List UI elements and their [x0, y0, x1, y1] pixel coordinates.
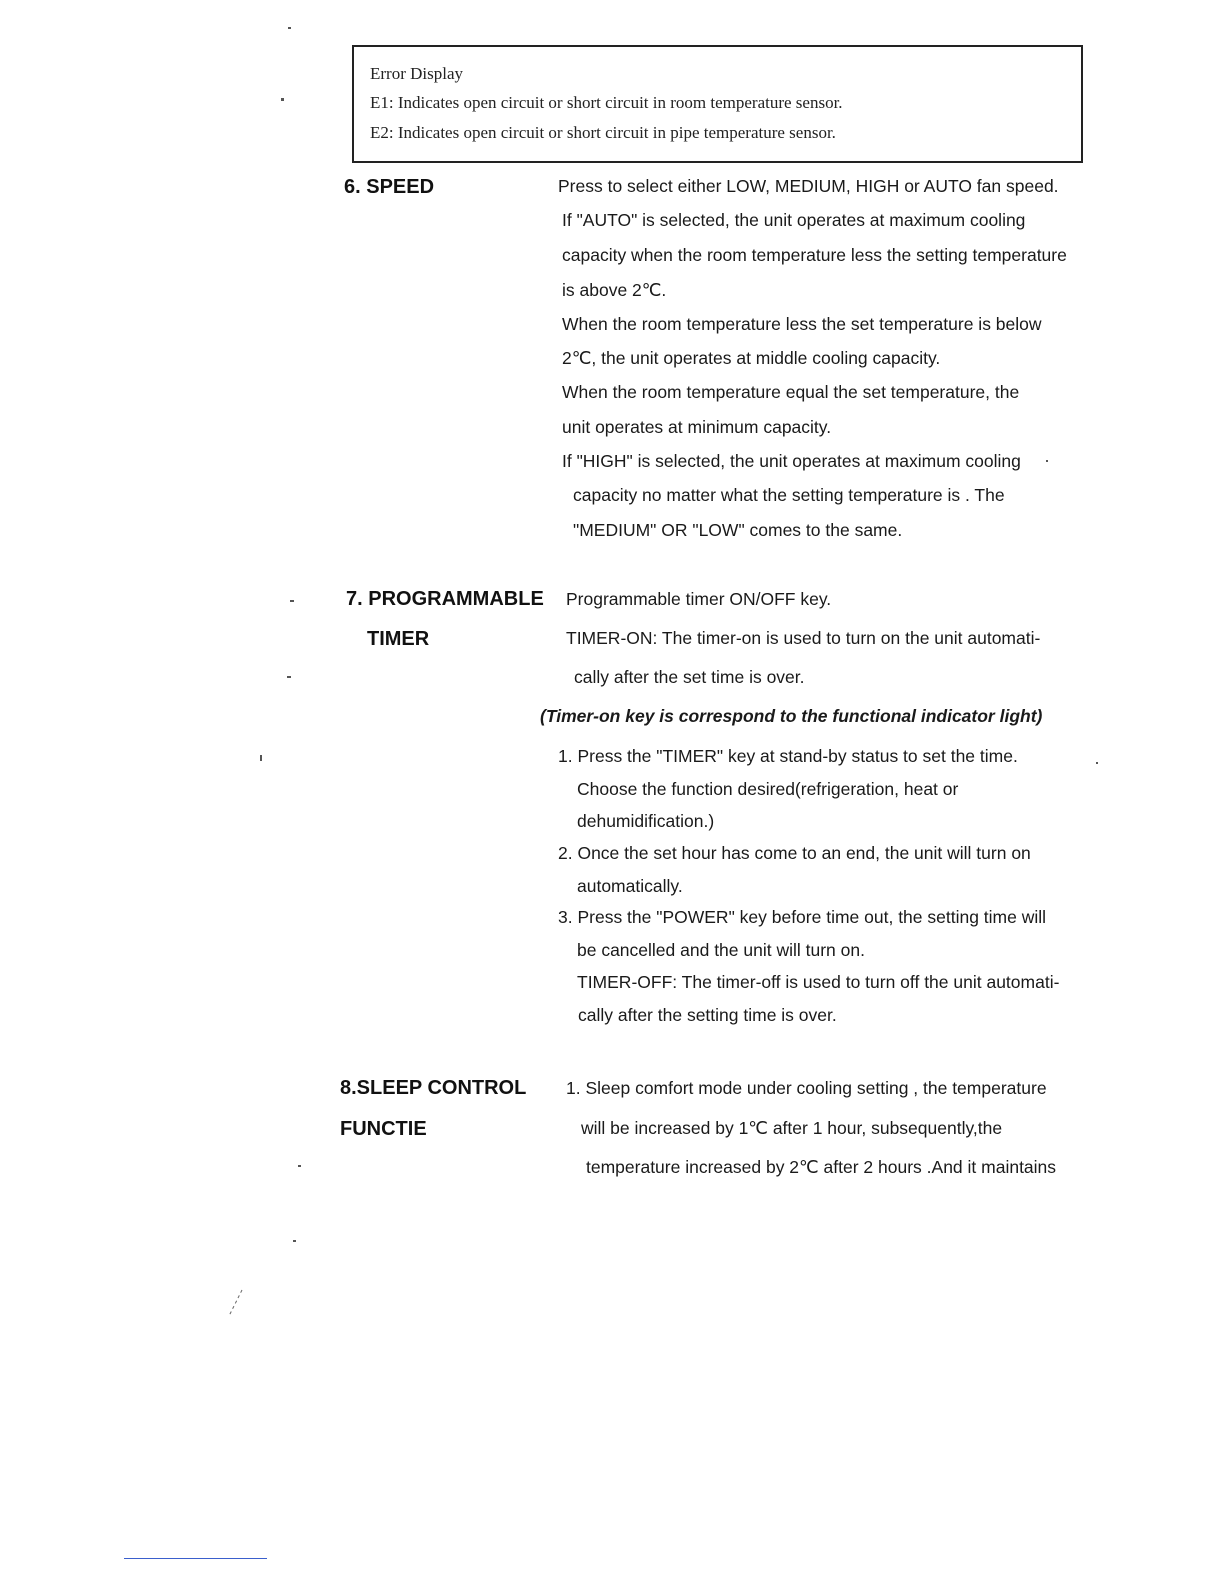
timer-line: be cancelled and the unit will turn on.: [577, 940, 865, 960]
timer-note: (Timer-on key is correspond to the functional indicator light): [540, 706, 1043, 726]
speed-line: is above 2℃.: [562, 280, 667, 300]
timer-line: 1. Press the "TIMER" key at stand-by status to set the time.: [558, 746, 1018, 766]
scan-speck: [1046, 460, 1048, 462]
speed-line: When the room temperature less the set temperature is below: [562, 314, 1042, 334]
speed-line: If "HIGH" is selected, the unit operates at maximum cooling: [562, 451, 1021, 471]
scan-speck: [298, 1165, 301, 1167]
sleep-line: temperature increased by 2℃ after 2 hours .And it maintains: [586, 1157, 1057, 1177]
scan-speck: [260, 755, 262, 761]
sleep-heading-sub: FUNCTIE: [340, 1118, 427, 1140]
speed-line: "MEDIUM" OR "LOW" comes to the same.: [573, 520, 903, 540]
scan-speck: [1096, 762, 1098, 764]
scan-speck: [281, 98, 284, 101]
timer-line: cally after the set time is over.: [574, 667, 805, 687]
timer-line: 3. Press the "POWER" key before time out, the setting time will: [558, 907, 1047, 927]
timer-line: TIMER-OFF: The timer-off is used to turn off the unit automati-: [577, 972, 1060, 992]
speed-line: capacity when the room temperature less the setting temperature: [562, 245, 1067, 265]
scan-speck: [287, 676, 291, 678]
error-display-box: [352, 45, 1083, 163]
footer-rule: [124, 1558, 267, 1559]
scan-speck: [288, 27, 291, 29]
timer-line: automatically.: [577, 876, 683, 896]
timer-line: Choose the function desired(refrigeration, heat or: [577, 779, 959, 799]
sleep-heading: 8.SLEEP CONTROL: [340, 1077, 527, 1099]
speed-line: unit operates at minimum capacity.: [562, 417, 832, 437]
timer-line: Programmable timer ON/OFF key.: [566, 589, 832, 609]
sleep-line: will be increased by 1℃ after 1 hour, subsequently,the: [581, 1118, 1003, 1138]
timer-heading: 7. PROGRAMMABLE: [346, 588, 544, 610]
error-display-title: Error Display: [370, 64, 464, 83]
speed-line: capacity no matter what the setting temperature is . The: [573, 485, 1005, 505]
speed-line: When the room temperature equal the set temperature, the: [562, 382, 1020, 402]
speed-line: Press to select either LOW, MEDIUM, HIGH or AUTO fan speed.: [558, 176, 1059, 196]
timer-heading-sub: TIMER: [367, 628, 430, 650]
error-e1: E1: Indicates open circuit or short circuit in room temperature sensor.: [370, 93, 843, 112]
scan-mark: [226, 1288, 246, 1318]
timer-line: dehumidification.): [577, 811, 715, 831]
scan-speck: [290, 600, 294, 602]
timer-line: TIMER-ON: The timer-on is used to turn on the unit automati-: [566, 628, 1041, 648]
speed-heading: 6. SPEED: [344, 176, 435, 198]
scan-speck: [293, 1240, 296, 1242]
speed-line: 2℃, the unit operates at middle cooling capacity.: [562, 348, 941, 368]
timer-line: 2. Once the set hour has come to an end, the unit will turn on: [558, 843, 1031, 863]
sleep-line: 1. Sleep comfort mode under cooling setting , the temperature: [566, 1078, 1047, 1098]
error-e2: E2: Indicates open circuit or short circuit in pipe temperature sensor.: [370, 123, 836, 142]
timer-line: cally after the setting time is over.: [578, 1005, 837, 1025]
speed-line: If "AUTO" is selected, the unit operates at maximum cooling: [562, 210, 1026, 230]
